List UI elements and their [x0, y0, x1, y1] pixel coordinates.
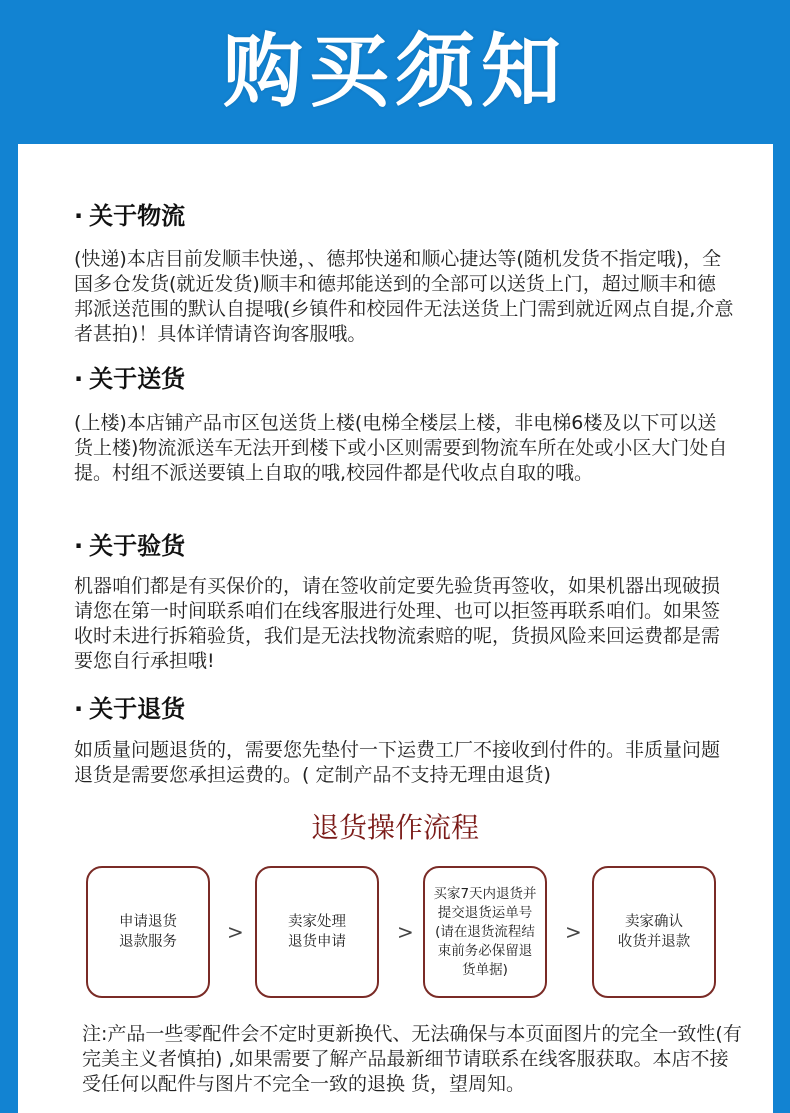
flow-step-seller-process: 卖家处理 退货申请: [255, 866, 379, 998]
flow-step-seller-refund: 卖家确认 收货并退款: [592, 866, 716, 998]
flow-step-apply: 申请退货 退款服务: [86, 866, 210, 998]
flow-arrow: >: [227, 920, 244, 944]
disclaimer-note: 注:产品一些零配件会不定时更新换代、无法确保与本页面图片的完全一致性(有 完美主义者慎拍) ,如果需要了解产品最新细节请联系在线客服获取。本店不接受任何以配件与图片不完全一致的退换 货，望周知。: [82, 1023, 742, 1095]
section-title-delivery: · 关于送货: [74, 365, 186, 393]
section-title-inspection: · 关于验货: [74, 532, 186, 560]
section-body-logistics: (快递)本店目前发顺丰快递，、德邦快递和顺心捷达等(随机发货不指定哦)，全国多仓发货(就近发货)顺丰和德邦能送到的全部可以送货上门，超过顺丰和德邦派送范围的默认自提哦(乡镇件和校园件无法送货上门需到就近网点自提,介意者甚拍)！具体详情请咨询客服哦。: [74, 248, 734, 345]
flow-arrow: >: [397, 920, 414, 944]
flow-step-buyer-return: 买家7天内退货并 提交退货运单号 (请在退货流程结 束前务必保留退 货单据): [423, 866, 547, 998]
page-title: 购买须知: [223, 25, 567, 118]
section-body-returns: 如质量问题退货的，需要您先垫付一下运费工厂不接收到付件的。非质量问题退货是需要您承担运费的。( 定制产品不支持无理由退货): [74, 739, 721, 786]
flow-title: 退货操作流程: [310, 811, 479, 844]
section-body-inspection: 机器咱们都是有买保价的，请在签收前定要先验货再签收，如果机器出现破损请您在第一时间联系咱们在线客服进行处理、也可以拒签再联系咱们。如果签收时未进行拆箱验货，我们是无法找物流索赔的呢，货损风险来回运费都是需要您自行承担哦!: [74, 575, 721, 672]
section-body-delivery: (上楼)本店铺产品市区包送货上楼(电梯全楼层上楼，非电梯6楼及以下可以送货上楼)物流派送车无法开到楼下或小区则需要到物流车所在处或小区大门处自提。村组不派送要镇上自取的哦,校园件都是代收点自取的哦。: [74, 412, 728, 484]
section-title-returns: · 关于退货: [74, 695, 186, 723]
flow-arrow: >: [565, 920, 582, 944]
section-title-logistics: · 关于物流: [74, 202, 186, 230]
